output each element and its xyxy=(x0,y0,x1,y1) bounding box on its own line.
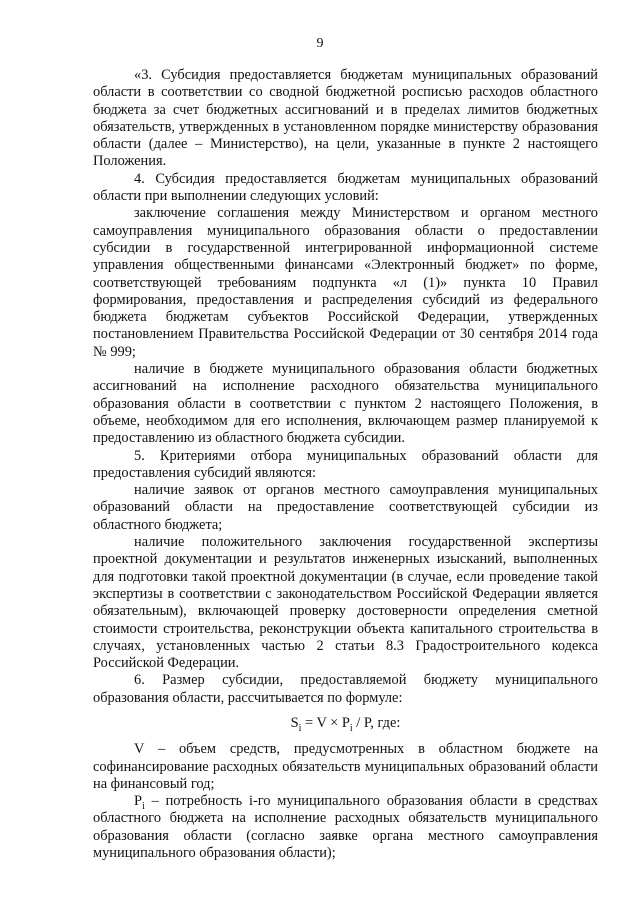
formula-lhs: S xyxy=(290,714,299,731)
definition-pi xyxy=(93,793,598,862)
document-body xyxy=(93,67,598,862)
definition-pi-symbol: P xyxy=(134,793,143,810)
subsidy-formula xyxy=(93,715,598,732)
formula-rhs: / P, где: xyxy=(352,714,401,731)
definition-v: V – объем средств, предусмотренных в областном бюджете на софинансирование расходных обязательств муниципальных образований области на финансовый год; xyxy=(93,741,598,792)
paragraph-3: «3. Субсидия предоставляется бюджетам муниципальных образований области в соответствии со сводной бюджетной росписью расходов областного бюджета за счет бюджетных ассигнований и в пределах лимитов бюджетных обязательств, утвержденных в установленном порядке министерству образования области (далее – Министерство), на цели, указанные в пункте 2 настоящего Положения. xyxy=(93,67,598,170)
formula-middle: = V × P xyxy=(301,714,350,731)
paragraph-6: 6. Размер субсидии, предоставляемой бюджету муниципального образования области, рассчитывается по формуле: xyxy=(93,672,598,706)
definition-pi-subscript: i xyxy=(142,801,145,813)
criterion-applications: наличие заявок от органов местного самоуправления муниципальных образований области на предоставление соответствующей субсидии из областного бюджета; xyxy=(93,482,598,533)
formula-middle-subscript: i xyxy=(349,722,353,734)
formula-lhs-subscript: i xyxy=(298,722,302,734)
definition-pi-text: – потребность i-го муниципального образования области в средствах областного бюджета на исполнение расходных обязательств муниципального образования области (согласно заявке органа местного самоуправления муниципального образования области); xyxy=(93,793,598,862)
condition-budget: наличие в бюджете муниципального образования области бюджетных ассигнований на исполнение расходного обязательства муниципального образования области в соответствии с пунктом 2 настоящего Положения, в объеме, необходимом для его исполнения, включающем размер планируемой к предоставлению из областного бюджета субсидии. xyxy=(93,361,598,447)
paragraph-4: 4. Субсидия предоставляется бюджетам муниципальных образований области при выполнении следующих условий: xyxy=(93,170,598,205)
page-number: 9 xyxy=(316,36,324,51)
criterion-expertise: наличие положительного заключения государственной экспертизы проектной документации и результатов инженерных изысканий, выполненных для подготовки такой проектной документации (в случае, если проведение такой экспертизы в соответствии с законодательством Российской Федерации является обязательным), включающей проверку достоверности определения сметной стоимости строительства, реконструкции объекта капитального строительства в случаях, установленных частью 2 статьи 8.3 Градостроительного кодекса Российской Федерации. xyxy=(93,534,598,672)
condition-agreement: заключение соглашения между Министерством и органом местного самоуправления муниципального образования области о предоставлении субсидии в государственной интегрированной информационной системе управления общественными финансами «Электронный бюджет» по форме, соответствующей требованиям подпункта «л (1)» пункта 10 Правил формирования, предоставления и распределения субсидий из федерального бюджета бюджетам субъектов Российской Федерации, утвержденных постановлением Правительства Российской Федерации от 30 сентября 2014 года № 999; xyxy=(93,205,598,360)
paragraph-5: 5. Критериями отбора муниципальных образований области для предоставления субсидий являются: xyxy=(93,447,598,481)
